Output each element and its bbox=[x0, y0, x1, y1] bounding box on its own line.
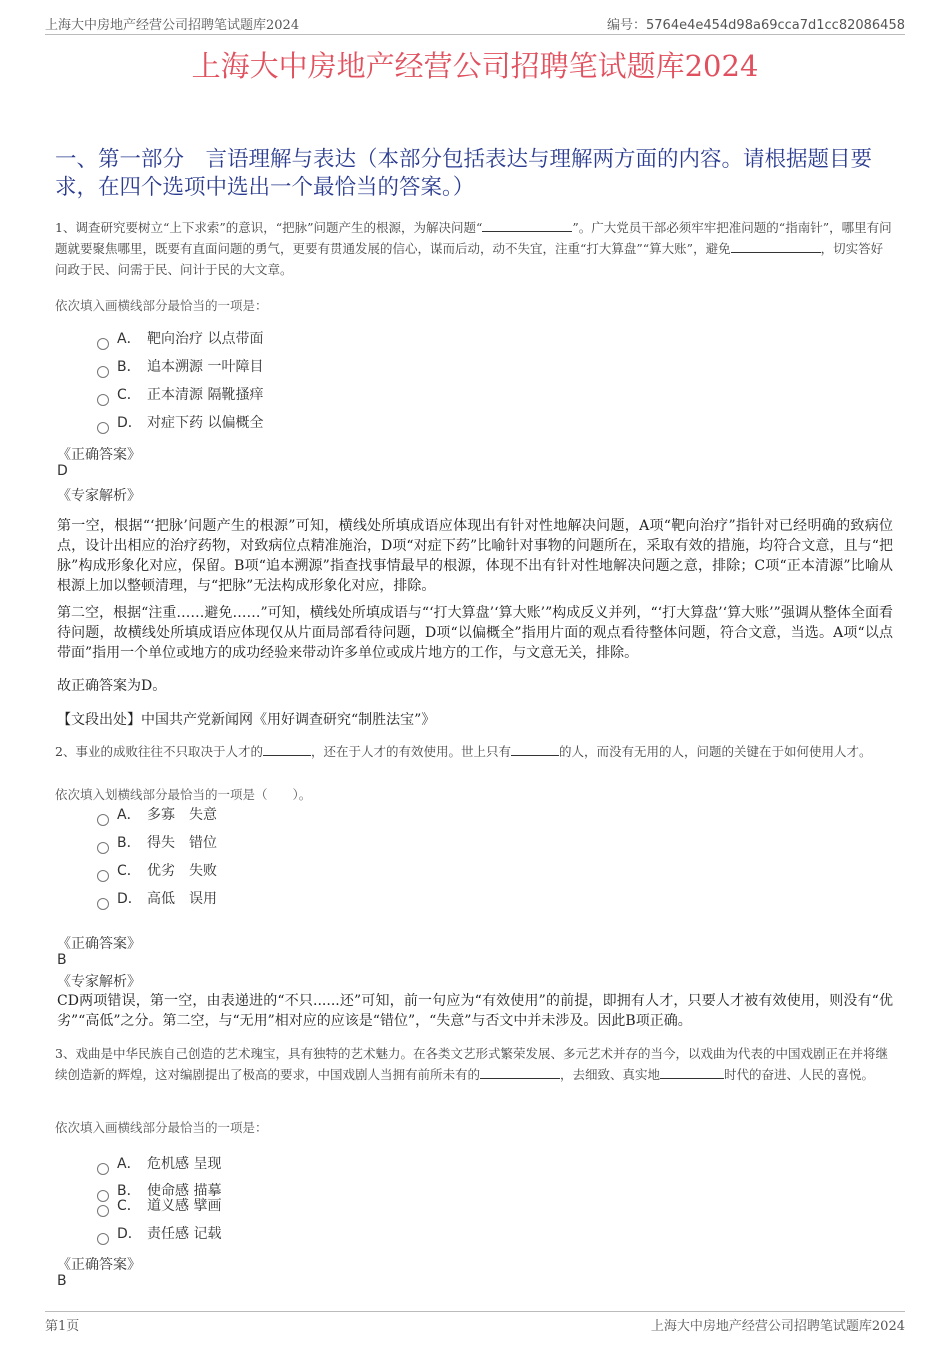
radio-button[interactable] bbox=[97, 1163, 109, 1175]
header-id-code: 5764e4e454d98a69cca7d1cc82086458 bbox=[646, 18, 905, 33]
answer-blank bbox=[482, 219, 572, 232]
answer-blank bbox=[263, 743, 311, 756]
radio-button[interactable] bbox=[97, 422, 109, 434]
answer-blank bbox=[660, 1066, 724, 1079]
answer-blank bbox=[480, 1066, 560, 1079]
radio-button[interactable] bbox=[97, 870, 109, 882]
q1-option-d[interactable]: D． 对症下药 以偏概全 bbox=[97, 412, 263, 434]
page-footer bbox=[45, 1311, 905, 1334]
question-3-text: 3、戏曲是中华民族自己创造的艺术瑰宝，具有独特的艺术魅力。在各类文艺形式繁荣发展、多元艺术并存的当今，以戏曲为代表的中国戏剧正在并将继续创造新的辉煌，这对编剧提出了极高的要求，中国戏剧人当拥有前所未有的 ，去细致、真实地 时代的奋进、人民的喜悦。 bbox=[55, 1046, 888, 1082]
q1-option-b[interactable]: B． 追本溯源 一叶障目 bbox=[97, 356, 263, 378]
radio-button[interactable] bbox=[97, 1233, 109, 1245]
q2-option-b[interactable]: B． 得失 错位 bbox=[97, 832, 217, 854]
radio-button[interactable] bbox=[97, 366, 109, 378]
q3-option-c[interactable]: C． 道义感 擘画 bbox=[97, 1195, 221, 1217]
header-doc-id bbox=[607, 14, 905, 33]
q2-answer-label: 《正确答案》 bbox=[57, 936, 141, 952]
page-header bbox=[45, 14, 905, 35]
q2-option-a[interactable]: A． 多寡 失意 bbox=[97, 804, 217, 826]
answer-blank bbox=[731, 240, 821, 253]
q2-analysis: CD两项错误，第一空，由表递进的“不只......还”可知，前一句应为“有效使用”的前提，即拥有人才，只要人才被有效使用，则没有“优劣”“高低”之分。第二空，与“无用”相对应的应该是“错位”，“失意”与否文中并未涉及。因此B项正确。 bbox=[57, 993, 893, 1029]
q1-answer: D bbox=[57, 463, 68, 479]
q2-option-d[interactable]: D． 高低 误用 bbox=[97, 888, 217, 910]
radio-button[interactable] bbox=[97, 1205, 109, 1217]
question-1-text: 1、调查研究要树立“上下求索”的意识，“把脉”问题产生的根源，为解决问题“ ”。广大党员干部必须牢牢把准问题的“指南针”，哪里有问题就要聚焦哪里，既要有直面问题的勇气，更要有贯通发展的信心，谋而后动，动不失宜，注重“打大算盘”“算大账”，避免 ，切实答好问政于民、问需于民、问计于民的大文章。 bbox=[55, 220, 892, 277]
radio-button[interactable] bbox=[97, 898, 109, 910]
q2-option-c[interactable]: C． 优劣 失败 bbox=[97, 860, 217, 882]
q3-answer: B bbox=[57, 1273, 67, 1289]
q2-answer: B bbox=[57, 952, 67, 968]
q3-option-b[interactable]: B． 使命感 描摹 bbox=[97, 1180, 221, 1202]
radio-button[interactable] bbox=[97, 394, 109, 406]
page-title: 上海大中房地产经营公司招聘笔试题库2024 bbox=[191, 49, 759, 83]
footer-page-number: 第1页 bbox=[45, 1319, 80, 1334]
radio-button[interactable] bbox=[97, 338, 109, 350]
answer-blank bbox=[511, 743, 559, 756]
q1-source: 【文段出处】中国共产党新闻网《用好调查研究“制胜法宝”》 bbox=[57, 712, 436, 728]
q1-option-a[interactable]: A． 靶向治疗 以点带面 bbox=[97, 328, 263, 350]
question-1-prompt: 依次填入画横线部分最恰当的一项是： bbox=[55, 298, 268, 313]
q1-analysis-paragraph-2: 第二空，根据“注重……避免……”可知，横线处所填成语与“‘打大算盘’‘算大账’”构成反义并列，“‘打大算盘’‘算大账’”强调从整体全面看待问题，故横线处所填成语应体现仅从片面局部看待问题，D项“以偏概全”指用片面的观点看待整体问题，符合文意，当选。A项“以点带面”指用一个单位或地方的成功经验来带动许多单位或成片地方的工作，与文意无关，排除。 bbox=[57, 605, 893, 661]
footer-doc-title: 上海大中房地产经营公司招聘笔试题库2024 bbox=[650, 1319, 905, 1334]
q1-analysis-paragraph-1: 第一空，根据“‘把脉’问题产生的根源”可知，横线处所填成语应体现出有针对性地解决问题，A项“靶向治疗”指针对已经明确的致病位点，设计出相应的治疗药物，对致病位点精准施治，D项“对症下药”比喻针对事物的问题所在，采取有效的措施，均符合文意，且与“把脉”构成形象化对应，保留。B项“追本溯源”指查找事情最早的根源，体现不出有针对性地解决问题之意，排除；C项“正本清源”比喻从根源上加以整顿清理，与“把脉”无法构成形象化对应，排除。 bbox=[57, 518, 893, 594]
q1-option-c[interactable]: C． 正本清源 隔靴搔痒 bbox=[97, 384, 263, 406]
header-id-label: 编号： bbox=[607, 18, 647, 33]
q3-option-a[interactable]: A． 危机感 呈现 bbox=[97, 1153, 221, 1175]
question-3-prompt: 依次填入画横线部分最恰当的一项是： bbox=[55, 1120, 268, 1135]
q1-conclusion: 故正确答案为D。 bbox=[57, 678, 167, 694]
question-2-text: 2、事业的成败往往不只取决于人才的 ，还在于人才的有效使用。世上只有 的人，而没有无用的人，问题的关键在于如何使用人才。 bbox=[55, 744, 872, 759]
q1-analysis-label: 《专家解析》 bbox=[57, 488, 141, 504]
question-2-prompt: 依次填入划横线部分最恰当的一项是（ ）。 bbox=[55, 787, 312, 802]
section-heading: 一、第一部分 言语理解与表达（本部分包括表达与理解两方面的内容。请根据题目要求，在四个选项中选出一个最恰当的答案。） bbox=[55, 147, 873, 200]
radio-button[interactable] bbox=[97, 814, 109, 826]
q2-analysis-label: 《专家解析》 bbox=[57, 974, 141, 990]
q3-answer-label: 《正确答案》 bbox=[57, 1257, 141, 1273]
radio-button[interactable] bbox=[97, 842, 109, 854]
q1-answer-label: 《正确答案》 bbox=[57, 447, 141, 463]
q3-option-d[interactable]: D． 责任感 记载 bbox=[97, 1223, 221, 1245]
header-doc-title: 上海大中房地产经营公司招聘笔试题库2024 bbox=[45, 18, 300, 33]
